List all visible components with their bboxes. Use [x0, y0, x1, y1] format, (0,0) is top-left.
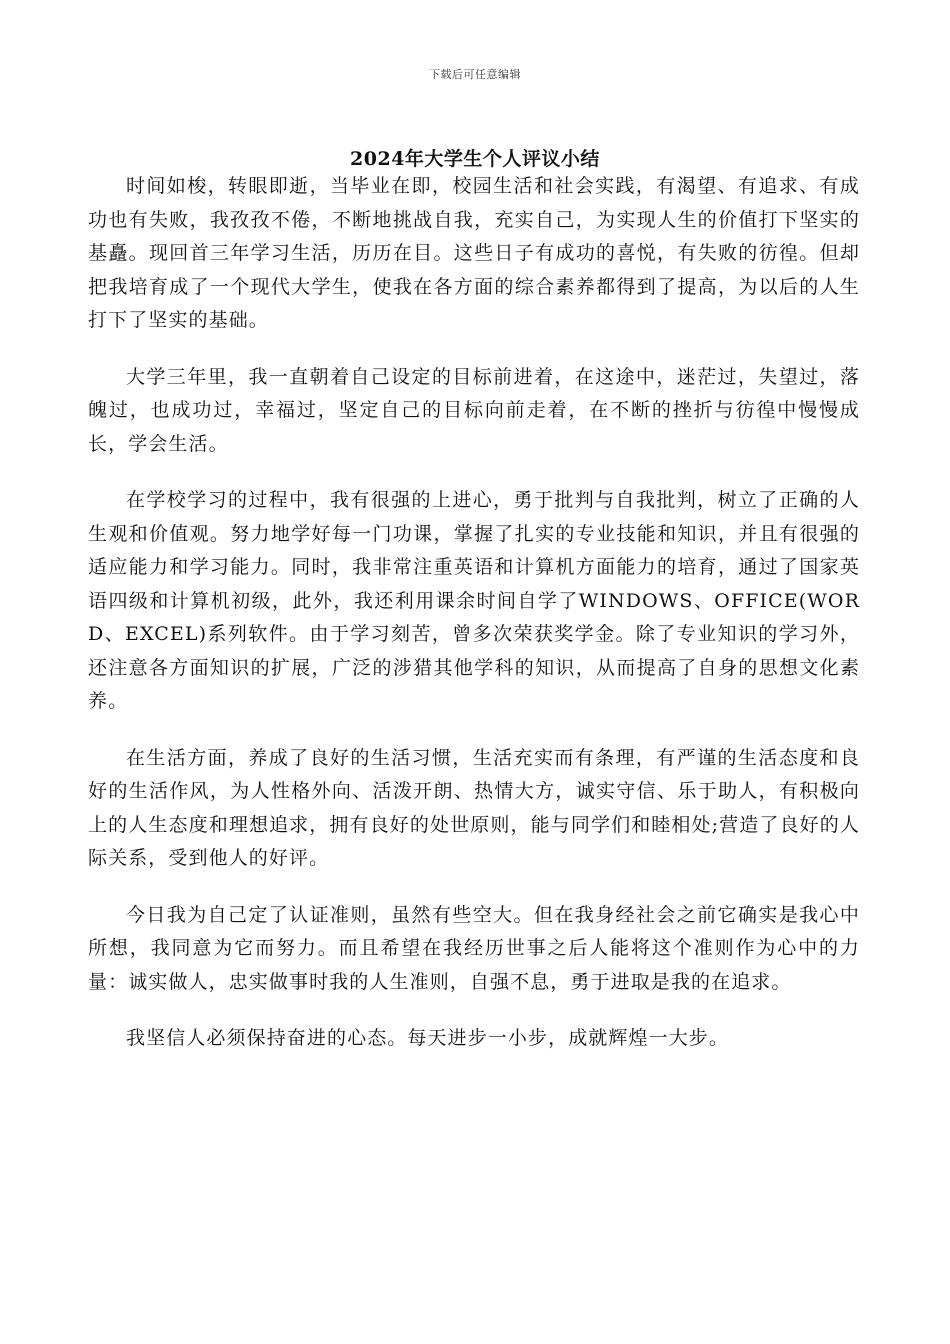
header-note: 下载后可任意编辑	[429, 68, 521, 81]
paragraph-1: 时间如梭，转眼即逝，当毕业在即，校园生活和社会实践，有渴望、有追求、有成功也有失败，我孜孜不倦，不断地挑战自我，充实自己，为实现人生的价值打下坚实的基矗。现回首三年学习生活，历历在目。这些日子有成功的喜悦，有失败的彷徨。但却把我培育成了一个现代大学生，使我在各方面的综合素养都得到了提高，为以后的人生打下了坚实的基础。	[88, 175, 860, 331]
paragraph-2: 大学三年里，我一直朝着自己设定的目标前进着，在这途中，迷茫过，失望过，落魄过，也成功过，幸福过，坚定自己的目标向前走着，在不断的挫折与彷徨中慢慢成长，学会生活。	[88, 365, 860, 455]
paragraph-4: 在生活方面，养成了良好的生活习惯，生活充实而有条理，有严谨的生活态度和良好的生活作风，为人性格外向、活泼开朗、热情大方，诚实守信、乐于助人，有积极向上的人生态度和理想追求，拥有良好的处世原则，能与同学们和睦相处;营造了良好的人际关系，受到他人的好评。	[88, 746, 860, 869]
document-title: 2024年大学生个人评议小结	[350, 148, 600, 170]
paragraph-6: 我坚信人必须保持奋进的心态。每天进步一小步，成就辉煌一大步。	[126, 1027, 730, 1049]
paragraph-3: 在学校学习的过程中，我有很强的上进心，勇于批判与自我批判，树立了正确的人生观和价值观。努力地学好每一门功课，掌握了扎实的专业技能和知识，并且有很强的适应能力和学习能力。同时，我非常注重英语和计算机方面能力的培育，通过了国家英语四级和计算机初级，此外，我还利用课余时间自学了WINDOWS、OFFICE(WORD、EXCEL)系列软件。由于学习刻苦，曾多次荣获奖学金。除了专业知识的学习外，还注意各方面知识的扩展，广泛的涉猎其他学科的知识，从而提高了自身的思想文化素养。	[88, 489, 860, 712]
document-body	[88, 170, 860, 1079]
paragraph-5: 今日我为自己定了认证准则，虽然有些空大。但在我身经社会之前它确实是我心中所想，我同意为它而努力。而且希望在我经历世事之后人能将这个准则作为心中的力量：诚实做人，忠实做事时我的人生准则，自强不息，勇于进取是我的在追求。	[88, 903, 860, 993]
